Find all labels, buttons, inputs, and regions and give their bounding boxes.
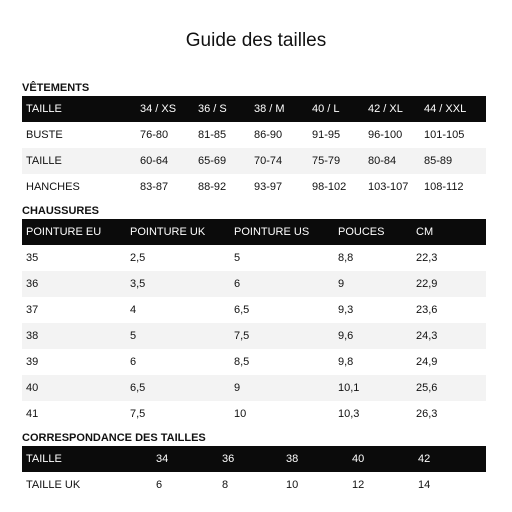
table-row	[22, 271, 486, 297]
table-cell: 9,6	[338, 330, 354, 342]
row-label-cell: 37	[26, 304, 39, 316]
table-header-row	[22, 96, 486, 122]
table-cell: 86-90	[254, 129, 283, 141]
table-correspondance	[22, 446, 486, 498]
table-cell: 14	[418, 479, 431, 491]
table-cell: 60-64	[140, 155, 169, 167]
table-cell: 2,5	[130, 252, 146, 264]
table-vetements	[22, 96, 486, 200]
header-cell: CM	[416, 226, 434, 238]
header-cell: 36	[222, 453, 235, 465]
table-row	[22, 297, 486, 323]
table-cell: 80-84	[368, 155, 397, 167]
table-cell: 98-102	[312, 181, 347, 193]
header-cell: 38 / M	[254, 103, 285, 115]
table-cell: 108-112	[424, 181, 464, 193]
table-cell: 7,5	[234, 330, 250, 342]
table-cell: 93-97	[254, 181, 283, 193]
table-row	[22, 472, 486, 498]
table-cell: 81-85	[198, 129, 227, 141]
section-title-chaussures: CHAUSSURES	[22, 205, 100, 217]
section-title-vetements: VÊTEMENTS	[22, 82, 90, 94]
table-cell: 9	[234, 382, 241, 394]
row-label-cell: BUSTE	[26, 129, 63, 141]
table-cell: 96-100	[368, 129, 403, 141]
table-cell: 88-92	[198, 181, 227, 193]
header-cell: POINTURE EU	[26, 226, 102, 238]
table-cell: 6	[156, 479, 163, 491]
row-label-cell: 36	[26, 278, 39, 290]
row-label-cell: TAILLE	[26, 155, 62, 167]
table-cell: 9,3	[338, 304, 354, 316]
row-label-cell: TAILLE UK	[26, 479, 81, 491]
row-label-cell: 41	[26, 408, 39, 420]
table-cell: 76-80	[140, 129, 169, 141]
table-cell: 3,5	[130, 278, 146, 290]
table-cell: 22,9	[416, 278, 438, 290]
table-cell: 10,1	[338, 382, 360, 394]
table-cell: 23,6	[416, 304, 438, 316]
row-label-cell: 40	[26, 382, 39, 394]
table-row	[22, 349, 486, 375]
table-row	[22, 401, 486, 427]
table-cell: 8,5	[234, 356, 250, 368]
header-cell: 44 / XXL	[424, 103, 467, 115]
header-cell: 40 / L	[312, 103, 340, 115]
table-cell: 5	[130, 330, 137, 342]
table-cell: 6,5	[130, 382, 146, 394]
table-cell: 24,3	[416, 330, 438, 342]
table-cell: 10,3	[338, 408, 360, 420]
table-cell: 101-105	[424, 129, 465, 141]
table-cell: 7,5	[130, 408, 146, 420]
header-cell: TAILLE	[26, 103, 62, 115]
table-cell: 6	[234, 278, 241, 290]
table-cell: 26,3	[416, 408, 438, 420]
row-label-cell: 35	[26, 252, 39, 264]
header-cell: 36 / S	[198, 103, 227, 115]
table-cell: 83-87	[140, 181, 169, 193]
table-cell: 103-107	[368, 181, 409, 193]
header-cell: 34 / XS	[140, 103, 177, 115]
table-cell: 8	[222, 479, 229, 491]
table-cell: 9	[338, 278, 345, 290]
table-cell: 75-79	[312, 155, 341, 167]
row-label-cell: 38	[26, 330, 39, 342]
table-cell: 12	[352, 479, 365, 491]
table-cell: 91-95	[312, 129, 341, 141]
table-row	[22, 245, 486, 271]
table-cell: 6	[130, 356, 137, 368]
header-cell: POINTURE US	[234, 226, 310, 238]
table-cell: 24,9	[416, 356, 438, 368]
header-cell: 38	[286, 453, 299, 465]
header-cell: TAILLE	[26, 453, 62, 465]
row-label-cell: 39	[26, 356, 39, 368]
table-cell: 8,8	[338, 252, 354, 264]
table-cell: 9,8	[338, 356, 354, 368]
header-cell: 34	[156, 453, 169, 465]
header-cell: POINTURE UK	[130, 226, 206, 238]
table-row	[22, 323, 486, 349]
table-cell: 25,6	[416, 382, 438, 394]
table-cell: 10	[286, 479, 299, 491]
header-cell: 42 / XL	[368, 103, 403, 115]
table-cell: 4	[130, 304, 137, 316]
table-cell: 22,3	[416, 252, 438, 264]
table-row	[22, 174, 486, 200]
table-header-row	[22, 219, 486, 245]
table-row	[22, 375, 486, 401]
row-label-cell: HANCHES	[26, 181, 80, 193]
section-title-correspondance: CORRESPONDANCE DES TAILLES	[22, 432, 206, 444]
table-header-row	[22, 446, 486, 472]
table-cell: 5	[234, 252, 241, 264]
table-cell: 70-74	[254, 155, 283, 167]
table-cell: 10	[234, 408, 247, 420]
table-cell: 6,5	[234, 304, 250, 316]
table-cell: 65-69	[198, 155, 227, 167]
header-cell: 40	[352, 453, 365, 465]
header-cell: POUCES	[338, 226, 385, 238]
page-title: Guide des tailles	[185, 30, 327, 51]
table-row	[22, 148, 486, 174]
table-chaussures	[22, 219, 486, 427]
table-row	[22, 122, 486, 148]
table-cell: 85-89	[424, 155, 453, 167]
header-cell: 42	[418, 453, 431, 465]
